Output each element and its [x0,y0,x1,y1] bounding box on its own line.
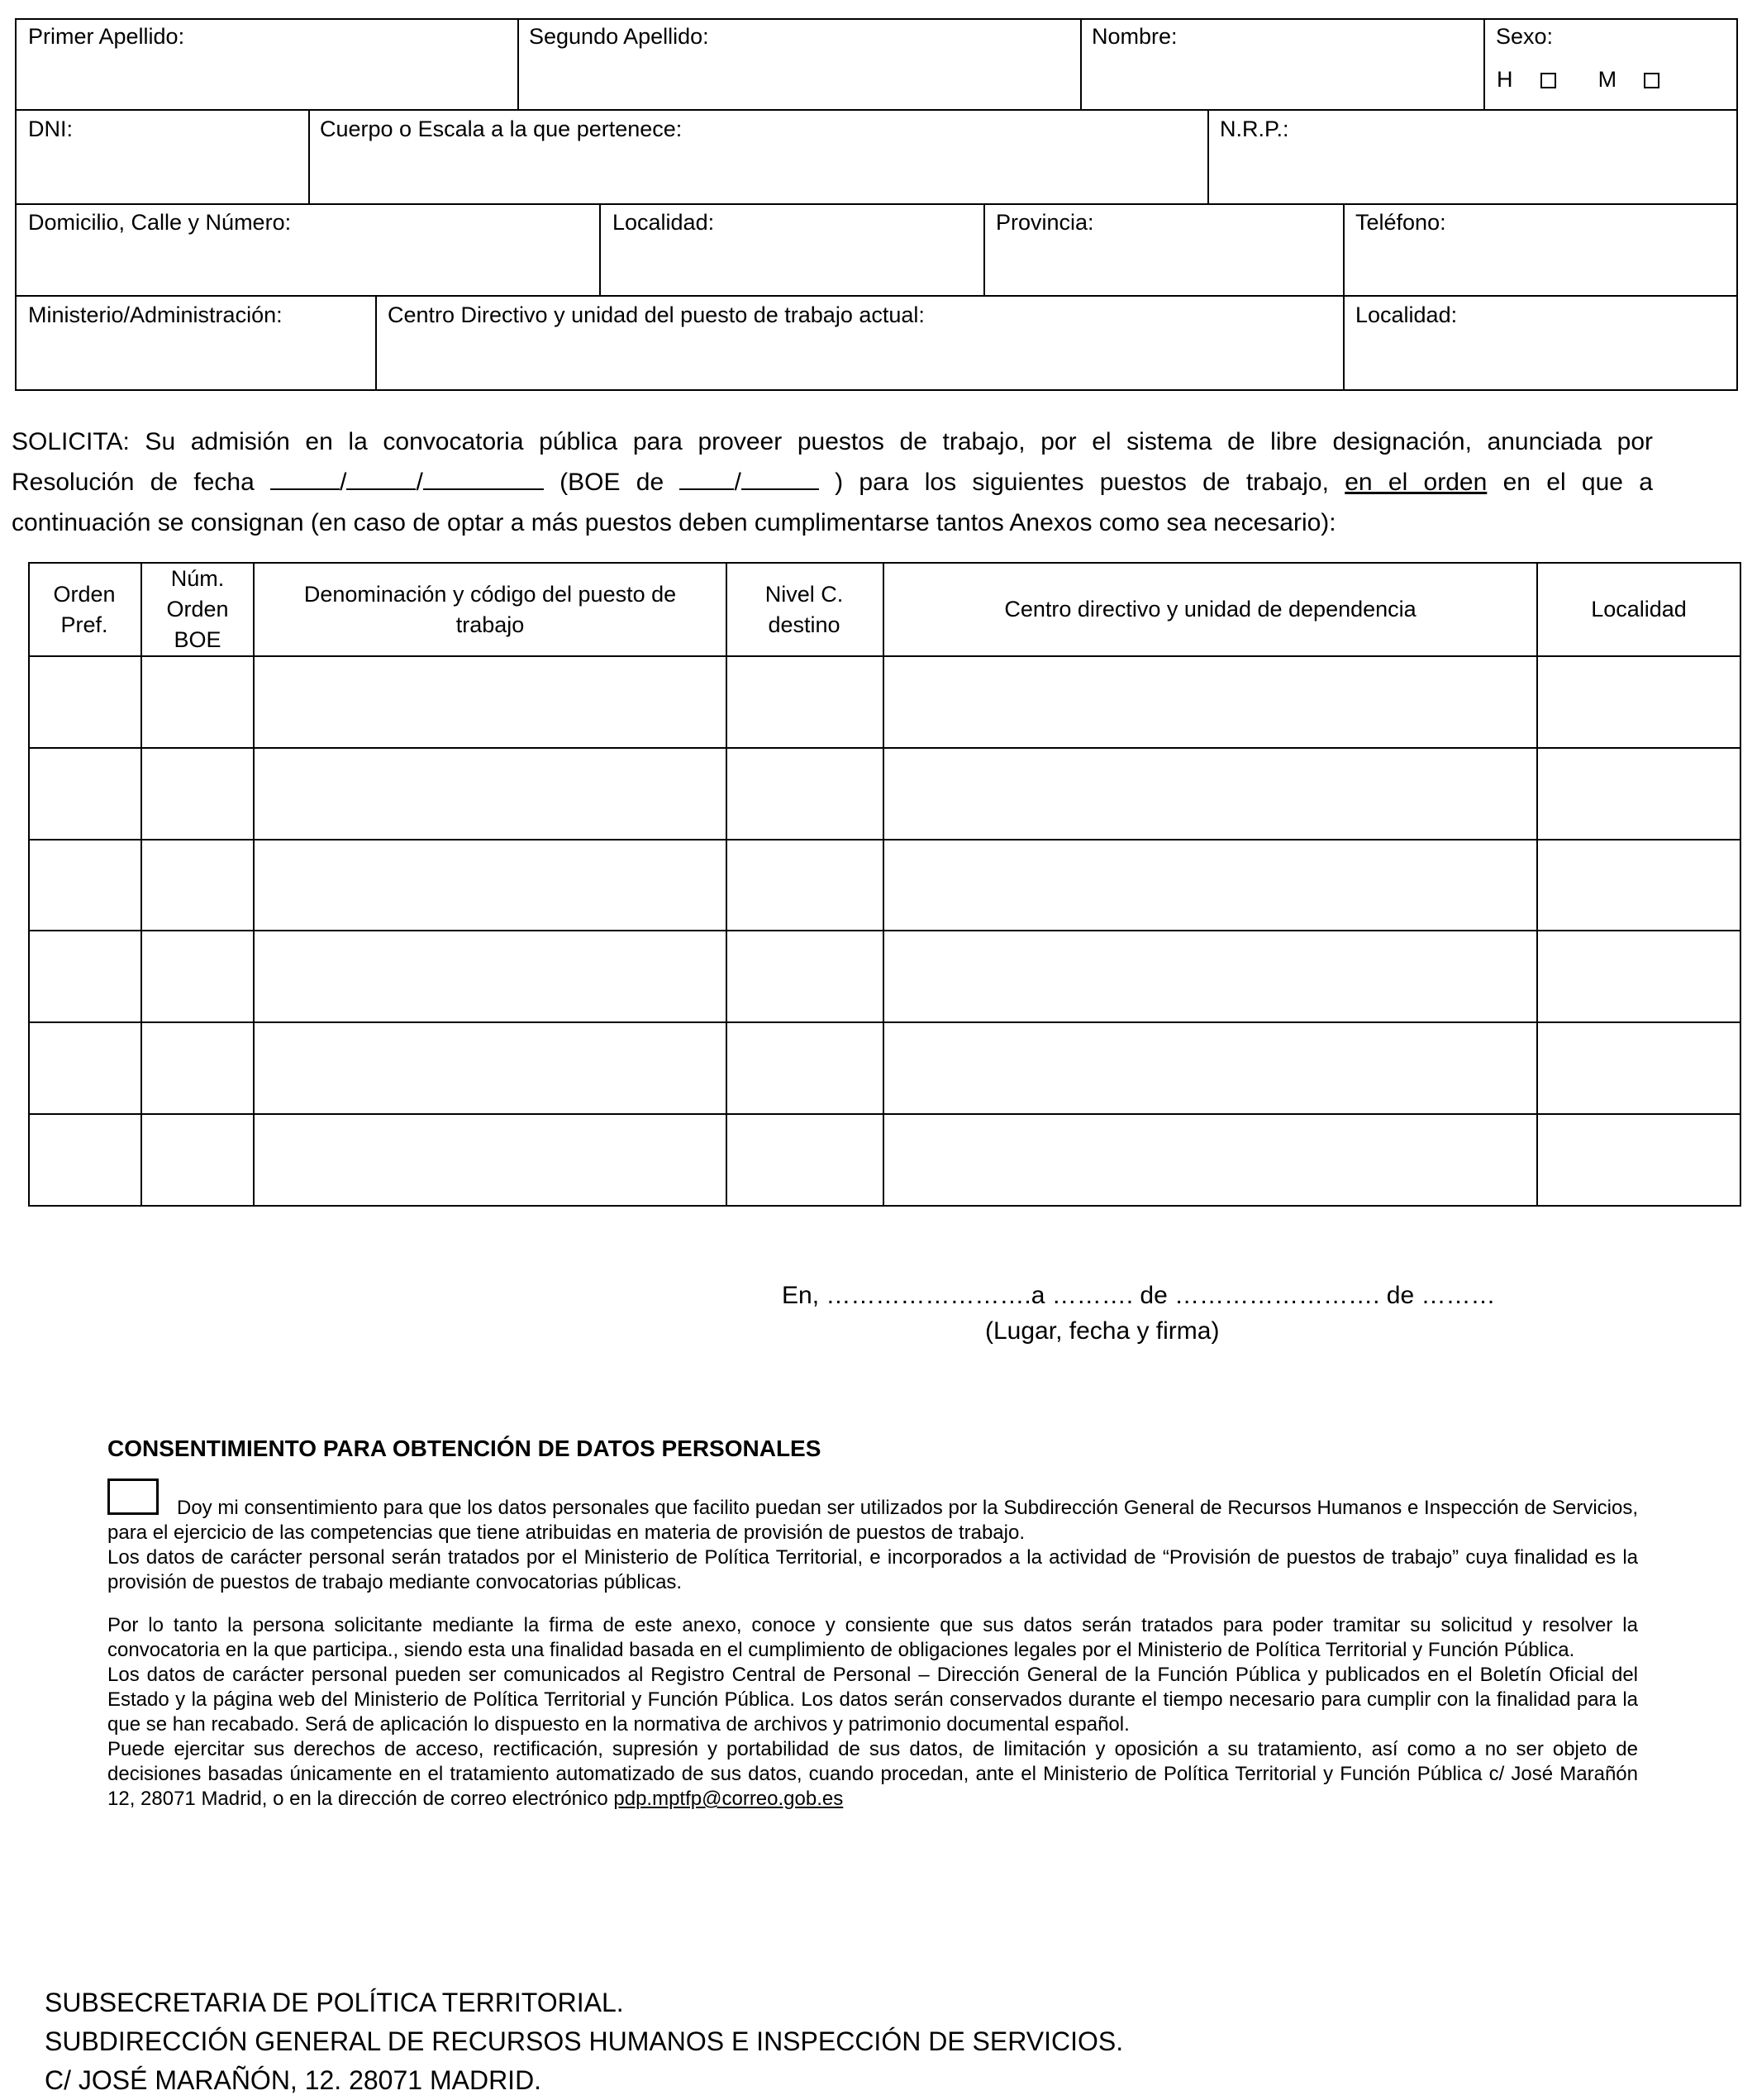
fecha-year-blank[interactable] [423,464,544,490]
consent-paragraph: Doy mi consentimiento para que los datos personales que facilito puedan ser utilizados por la Subdirección General de Recursos Humanos e Inspección de Servicios, para el ejercicio de las competencias que tiene atribuidas en materia de provisión de puestos de trabajo. [107,1497,1638,1544]
header-denominacion: Denominación y código del puesto de trabajo [303,581,677,637]
centro-directivo-field[interactable] [377,331,1342,388]
primer-apellido-label: Primer Apellido: [28,24,185,49]
footer-line: C/ JOSÉ MARAÑÓN, 12. 28071 MADRID. [45,2065,542,2095]
table-row[interactable] [30,1115,1740,1205]
table-row[interactable] [30,657,1740,747]
footer-address [45,1983,1123,2100]
footer-line: SUBDIRECCIÓN GENERAL DE RECURSOS HUMANOS E INSPECCIÓN DE SERVICIOS. [45,2026,1124,2056]
boe-num-blank[interactable] [679,464,734,490]
segundo-apellido-label: Segundo Apellido: [529,24,709,49]
email-link[interactable]: pdp.mptfp@correo.gob.es [613,1788,844,1810]
cuerpo-field[interactable] [310,145,1207,202]
sexo-h-label: H [1497,67,1513,92]
sexo-m-label: M [1597,67,1617,92]
rights-text: Puede ejercitar sus derechos de acceso, rectificación, supresión y portabilidad de sus datos, de limitación y oposición a su tratamiento, así como a no ser objeto de decisiones basadas únicamente en el tratamiento automatizado de sus datos, cuando procedan, ante el Ministerio de Política Territorial y Función Pública c/ José Marañón 12, 28071 Madrid, o en la dirección de correo electrónico [107,1738,1638,1810]
sexo-options [1497,66,1659,93]
en-el-orden-text: en el orden [1345,469,1488,496]
table-border-bottom [28,1205,1741,1207]
form-border-bottom [15,389,1738,391]
solicita-paragraph [12,421,1653,543]
consent-paragraph: Los datos de carácter personal serán tratados por el Ministerio de Política Territorial, e incorporados a la actividad de “Provisión de puestos de trabajo” cuya finalidad es la provisión de puestos de trabajo mediante convocatorias públicas. [107,1546,1638,1593]
localidad-actual-field[interactable] [1345,331,1736,388]
nrp-label: N.R.P.: [1220,117,1289,141]
table-row[interactable] [30,840,1740,930]
table-row[interactable] [30,1023,1740,1113]
form-row-divider [15,203,1738,205]
nombre-label: Nombre: [1092,24,1178,49]
header-centro-directivo: Centro directivo y unidad de dependencia [1004,597,1417,621]
nrp-field[interactable] [1209,145,1736,202]
form-row-divider [15,295,1738,297]
centro-directivo-label: Centro Directivo y unidad del puesto de trabajo actual: [388,302,925,327]
provincia-field[interactable] [985,240,1342,294]
nombre-field[interactable] [1082,51,1483,107]
ministerio-label: Ministerio/Administración: [28,302,283,327]
dni-field[interactable] [17,145,307,202]
form-border-top [15,18,1738,20]
table-border-right [1740,562,1741,1207]
header-num-orden-boe: Núm. Orden BOE [166,566,229,652]
boe-date-blank[interactable] [741,464,819,490]
sexo-m-checkbox[interactable] [1644,73,1659,88]
domicilio-field[interactable] [17,240,598,294]
form-row-divider [15,109,1738,111]
header-orden-pref: Orden Pref. [53,581,116,637]
localidad-label: Localidad: [1355,302,1458,327]
sexo-label: Sexo: [1496,24,1554,49]
solicita-line: Resolución de fecha / / (BOE de / ) para los siguientes puestos de trabajo, en el orden en el que a [12,462,1653,502]
solicita-line: SOLICITA: Su admisión en la convocatoria pública para proveer puestos de trabajo, por el sistema de libre designación, anunciada por [12,428,1653,455]
consent-paragraph: Los datos de carácter personal pueden ser comunicados al Registro Central de Personal – Dirección General de la Función Pública y publicados en el Boletín Oficial del Estado y la página web del Ministerio de Política Territorial y Función Pública. Los datos serán conservados durante el tiempo necesario para cumplir con la finalidad para la que se han recabado. Será de aplicación lo dispuesto en la normativa de archivos y patrimonio documental español. [107,1664,1638,1736]
footer-line: SUBSECRETARIA DE POLÍTICA TERRITORIAL. [45,1988,624,2017]
consent-paragraph: Por lo tanto la persona solicitante mediante la firma de este anexo, conoce y consiente que sus datos serán tratados para poder tramitar su solicitud y resolver la convocatoria en la que participa., siendo esta una finalidad basada en el cumplimiento de obligaciones legales por el Ministerio de Política Territorial y Función Pública. [107,1614,1638,1661]
header-nivel: Nivel C. destino [764,581,844,637]
consent-title: CONSENTIMIENTO PARA OBTENCIÓN DE DATOS PERSONALES [107,1436,821,1461]
telefono-label: Teléfono: [1355,210,1446,235]
segundo-apellido-field[interactable] [519,51,1079,107]
cuerpo-label: Cuerpo o Escala a la que pertenece: [320,117,683,141]
consent-paragraph [107,1737,1638,1812]
table-row[interactable] [30,931,1740,1021]
domicilio-label: Domicilio, Calle y Número: [28,210,292,235]
consent-text [107,1496,1638,1812]
dni-label: DNI: [28,117,73,141]
header-localidad: Localidad [1591,597,1687,621]
sexo-h-checkbox[interactable] [1540,73,1556,88]
ministerio-field[interactable] [17,331,374,388]
primer-apellido-field[interactable] [17,51,517,107]
table-row[interactable] [30,749,1740,839]
fecha-month-blank[interactable] [346,464,416,490]
localidad-field[interactable] [601,240,983,294]
fecha-day-blank[interactable] [270,464,340,490]
localidad-label: Localidad: [612,210,715,235]
signature-caption: (Lugar, fecha y firma) [985,1317,1220,1345]
solicita-text: ) para los siguientes puestos de trabajo, [835,469,1329,496]
form-col-divider [1483,18,1485,111]
signature-line: En, …………………….a ………. de ……………………. de ……… [782,1282,1496,1309]
resolucion-label: Resolución de fecha [12,469,255,496]
boe-label: (BOE de [559,469,664,496]
provincia-label: Provincia: [996,210,1094,235]
solicita-line: continuación se consignan (en caso de optar a más puestos deben cumplimentarse tantos Anexos como sea necesario): [12,509,1336,536]
telefono-field[interactable] [1345,240,1736,294]
solicita-text: en el que a [1502,469,1653,496]
